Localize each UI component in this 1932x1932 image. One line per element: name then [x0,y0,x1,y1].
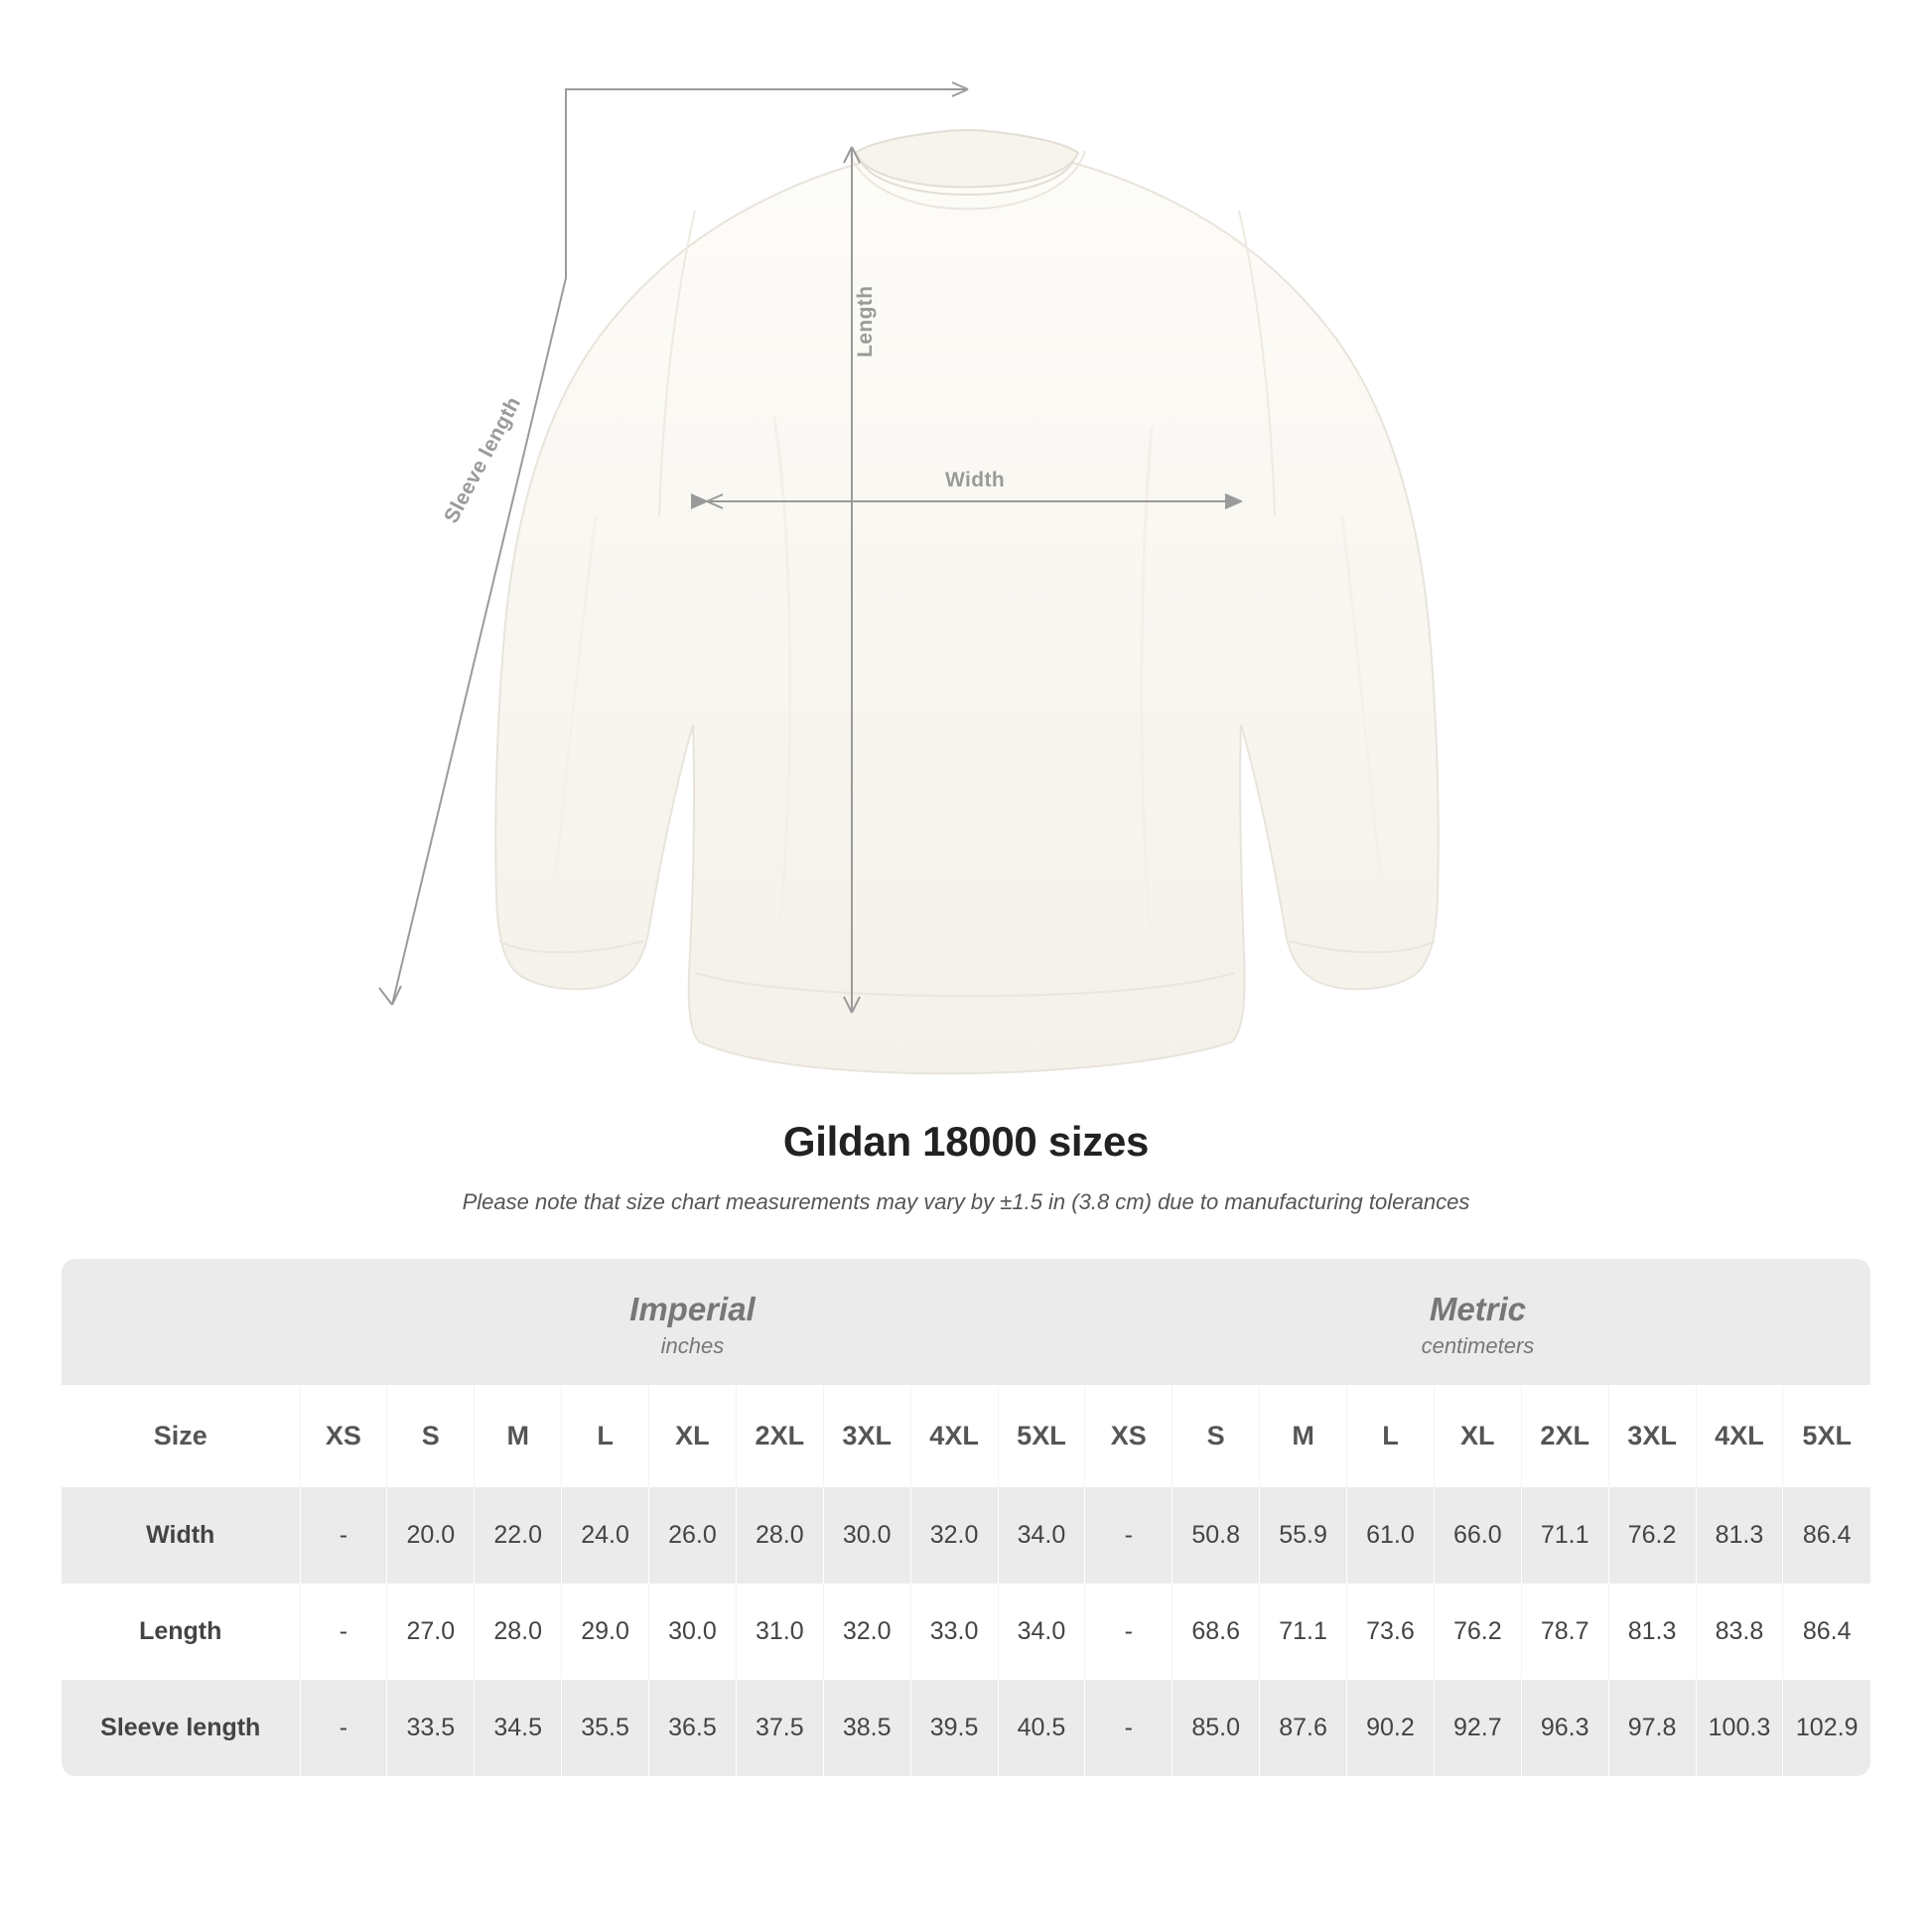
cell-sleeve-imp-4: 36.5 [649,1680,737,1776]
metric-unit-title: Metric [1429,1291,1527,1327]
cell-length-met-1: 68.6 [1173,1584,1260,1680]
size-header-met-4: XL [1434,1385,1521,1487]
cell-width-imp-0: - [300,1487,387,1584]
cell-width-imp-7: 32.0 [910,1487,998,1584]
units-header-row [62,1259,1870,1385]
size-header-met-5: 2XL [1521,1385,1608,1487]
size-header-met-3: L [1347,1385,1435,1487]
cell-length-met-0: - [1085,1584,1173,1680]
cell-sleeve-imp-6: 38.5 [823,1680,910,1776]
cell-length-imp-6: 32.0 [823,1584,910,1680]
cell-length-met-5: 78.7 [1521,1584,1608,1680]
cell-sleeve-imp-3: 35.5 [562,1680,649,1776]
table-row [62,1680,1870,1776]
cell-sleeve-met-2: 87.6 [1260,1680,1347,1776]
cell-length-imp-3: 29.0 [562,1584,649,1680]
cell-length-met-6: 81.3 [1608,1584,1696,1680]
size-header-imp-7: 4XL [910,1385,998,1487]
cell-width-imp-8: 34.0 [998,1487,1085,1584]
size-header-met-6: 3XL [1608,1385,1696,1487]
cell-length-imp-7: 33.0 [910,1584,998,1680]
cell-width-met-0: - [1085,1487,1173,1584]
cell-width-met-5: 71.1 [1521,1487,1608,1584]
size-header-imp-2: M [475,1385,562,1487]
cell-sleeve-imp-7: 39.5 [910,1680,998,1776]
cell-sleeve-met-0: - [1085,1680,1173,1776]
size-header-met-0: XS [1085,1385,1173,1487]
cell-width-imp-2: 22.0 [475,1487,562,1584]
cell-width-met-7: 81.3 [1696,1487,1783,1584]
tolerance-note: Please note that size chart measurements may vary by ±1.5 in (3.8 cm) due to manufacturing tolerances [462,1189,1470,1214]
length-dimension-label: Length [854,285,877,357]
sweatshirt-shape [495,130,1438,1073]
size-header-imp-8: 5XL [998,1385,1085,1487]
size-row-header: Size [62,1385,300,1487]
sleeve-length-dimension-label: Sleeve length [440,392,526,527]
size-header-imp-0: XS [300,1385,387,1487]
cell-width-met-6: 76.2 [1608,1487,1696,1584]
cell-width-met-4: 66.0 [1434,1487,1521,1584]
cell-length-imp-4: 30.0 [649,1584,737,1680]
cell-width-imp-4: 26.0 [649,1487,737,1584]
imperial-unit-sub: inches [660,1333,725,1359]
cell-length-imp-8: 34.0 [998,1584,1085,1680]
units-header-spacer [62,1259,300,1385]
size-header-imp-3: L [562,1385,649,1487]
cell-sleeve-met-6: 97.8 [1608,1680,1696,1776]
table-row [62,1487,1870,1584]
cell-width-met-3: 61.0 [1347,1487,1435,1584]
cell-width-imp-1: 20.0 [387,1487,475,1584]
size-header-imp-1: S [387,1385,475,1487]
size-header-imp-6: 3XL [823,1385,910,1487]
metric-unit-sub: centimeters [1421,1333,1535,1359]
cell-length-imp-2: 28.0 [475,1584,562,1680]
cell-sleeve-met-7: 100.3 [1696,1680,1783,1776]
size-header-met-2: M [1260,1385,1347,1487]
metric-unit-header [1085,1259,1870,1385]
imperial-unit-title: Imperial [629,1291,756,1327]
cell-width-imp-3: 24.0 [562,1487,649,1584]
cell-sleeve-imp-8: 40.5 [998,1680,1085,1776]
cell-length-imp-5: 31.0 [736,1584,823,1680]
cell-width-imp-5: 28.0 [736,1487,823,1584]
size-header-met-8: 5XL [1783,1385,1870,1487]
size-header-row [62,1385,1870,1487]
size-header-met-1: S [1173,1385,1260,1487]
cell-sleeve-imp-1: 33.5 [387,1680,475,1776]
cell-sleeve-met-3: 90.2 [1347,1680,1435,1776]
size-header-met-7: 4XL [1696,1385,1783,1487]
row-label-width: Width [62,1487,300,1584]
cell-length-met-8: 86.4 [1783,1584,1870,1680]
imperial-unit-header [300,1259,1085,1385]
cell-sleeve-met-5: 96.3 [1521,1680,1608,1776]
cell-sleeve-imp-5: 37.5 [736,1680,823,1776]
cell-length-met-2: 71.1 [1260,1584,1347,1680]
cell-length-imp-1: 27.0 [387,1584,475,1680]
size-chart-table-wrapper [62,1259,1870,1776]
cell-width-met-2: 55.9 [1260,1487,1347,1584]
size-chart-table [62,1259,1870,1776]
cell-sleeve-imp-0: - [300,1680,387,1776]
row-label-sleeve-length: Sleeve length [62,1680,300,1776]
cell-sleeve-imp-2: 34.5 [475,1680,562,1776]
cell-width-met-8: 86.4 [1783,1487,1870,1584]
cell-length-met-4: 76.2 [1434,1584,1521,1680]
page-title: Gildan 18000 sizes [782,1118,1150,1165]
cell-length-imp-0: - [300,1584,387,1680]
cell-length-met-7: 83.8 [1696,1584,1783,1680]
size-header-imp-5: 2XL [736,1385,823,1487]
cell-width-imp-6: 30.0 [823,1487,910,1584]
cell-length-met-3: 73.6 [1347,1584,1435,1680]
cell-sleeve-met-8: 102.9 [1783,1680,1870,1776]
width-dimension-label: Width [945,469,1006,491]
cell-sleeve-met-4: 92.7 [1434,1680,1521,1776]
cell-sleeve-met-1: 85.0 [1173,1680,1260,1776]
row-label-length: Length [62,1584,300,1680]
cell-width-met-1: 50.8 [1173,1487,1260,1584]
table-row [62,1584,1870,1680]
size-header-imp-4: XL [649,1385,737,1487]
